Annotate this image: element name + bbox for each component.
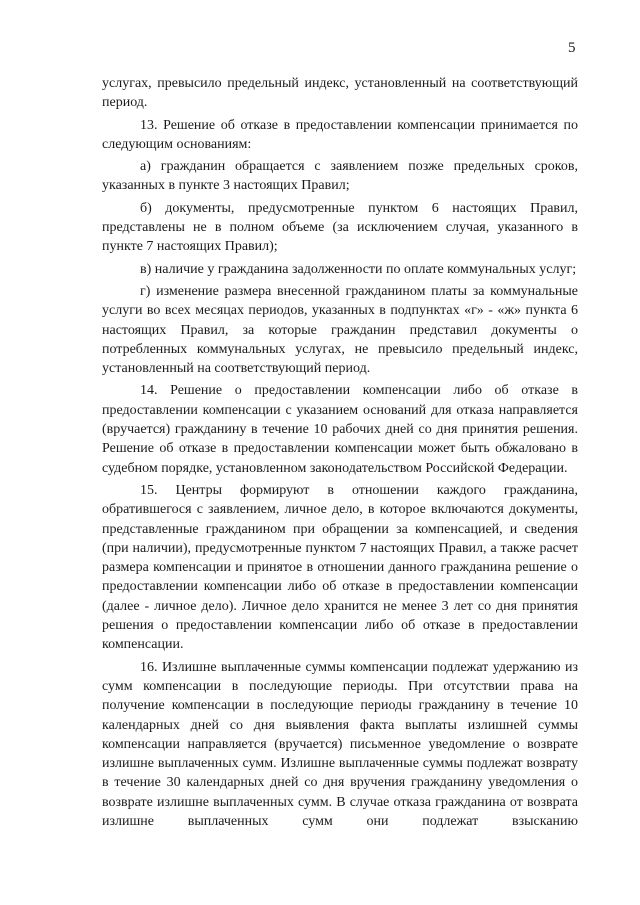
paragraph-13: 13. Решение об отказе в предоставлении компенсации принимается по следующим основаниям:: [102, 117, 578, 152]
paragraph-14: 14. Решение о предоставлении компенсации либо об отказе в предоставлении компенсации с указанием оснований для отказа направляется (вручается) гражданину в течение 10 рабочих дней со дня принятия решения. Решение об отказе в предоставлении компенсации может быть обжаловано в судебном порядке, установленном законодательством Российской Федерации.: [102, 383, 578, 476]
paragraph-13g: г) изменение размера внесенной гражданином платы за коммунальные услуги во всех месяцах периодов, указанных в подпунктах «г» - «ж» пункта 6 настоящих Правил, за которые гражданин представил документы о потребленных коммунальных услугах, не превысило предельный индекс, установленный на соответствующий период.: [102, 283, 578, 377]
paragraph-13v: в) наличие у гражданина задолженности по оплате коммунальных услуг;: [140, 261, 577, 277]
paragraph-15: 15. Центры формируют в отношении каждого гражданина, обратившегося с заявлением, личное дело, в которое включаются документы, представленные гражданином при обращении за компенсацией, и сведения (при наличии), предусмотренные пунктом 7 настоящих Правил, а также расчет размера компенсации и принятое в отношении данного гражданина решение о предоставлении компенсации либо об отказе в предоставлении компенсации (далее - личное дело). Личное дело хранится не менее 3 лет со дня принятия решения о предоставлении компенсации либо об отказе в предоставлении компенсации.: [102, 482, 578, 653]
paragraph-13b: б) документы, предусмотренные пунктом 6 настоящих Правил, представлены не в полном объеме (за исключением случая, указанного в пункте 7 настоящих Правил);: [102, 200, 578, 255]
page-number: 5: [568, 40, 576, 56]
paragraph-13a: а) гражданин обращается с заявлением позже предельных сроков, указанных в пункте 3 настоящих Правил;: [102, 159, 578, 194]
document-body: [102, 74, 578, 834]
paragraph-continuation: услугах, превысило предельный индекс, установленный на соответствующий период.: [102, 76, 578, 111]
paragraph-16: 16. Излишне выплаченные суммы компенсации подлежат удержанию из сумм компенсации в последующие периоды. При отсутствии права на получение компенсации в последующие периоды гражданину в течение 10 календарных дней со дня выявления факта выплаты излишней суммы компенсации направляется (вручается) письменное уведомление о возврате излишне выплаченных сумм. Излишне выплаченные суммы подлежат возврату в течение 30 календарных дней со дня вручения гражданину уведомления о возврате излишне выплаченных сумм. В случае отказа гражданина от возврата излишне выплаченных сумм они подлежат взысканию: [102, 659, 578, 829]
